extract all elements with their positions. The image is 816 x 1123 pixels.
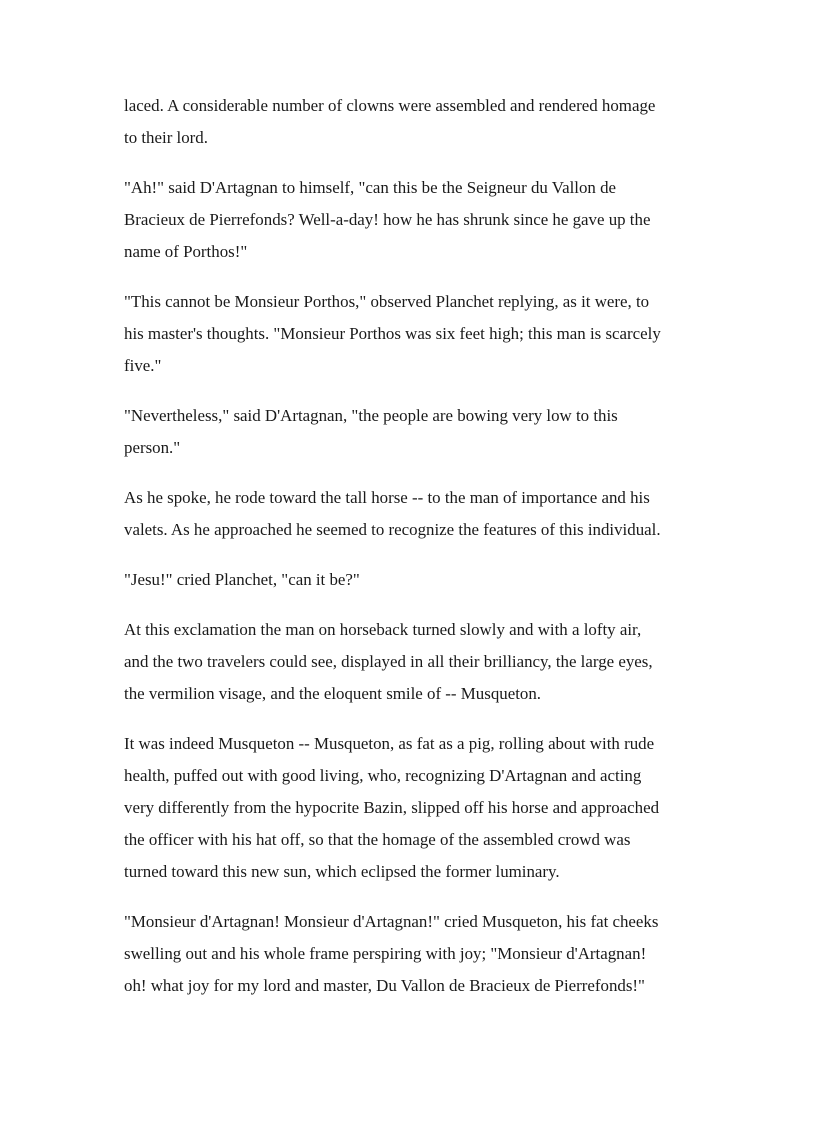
paragraph-7: At this exclamation the man on horseback turned slowly and with a lofty air, and the two travelers could see, displayed in all their brilliancy, the large eyes, the vermilion visage, and the eloquent smile of -- Musqueton. <box>124 620 653 703</box>
paragraph-3: "This cannot be Monsieur Porthos," observed Planchet replying, as it were, to his master's thoughts. "Monsieur Porthos was six feet high; this man is scarcely five." <box>124 292 661 375</box>
paragraph-4: "Nevertheless," said D'Artagnan, "the people are bowing very low to this person." <box>124 406 618 457</box>
paragraph-1: laced. A considerable number of clowns were assembled and rendered homage to their lord. <box>124 96 656 147</box>
paragraph-8: It was indeed Musqueton -- Musqueton, as fat as a pig, rolling about with rude health, puffed out with good living, who, recognizing D'Artagnan and acting very differently from the hypocrite Bazin, slipped off his horse and approached the officer with his hat off, so that the homage of the assembled crowd was turned toward this new sun, which eclipsed the former luminary. <box>124 734 660 881</box>
document-page <box>124 90 704 1020</box>
paragraph-6: "Jesu!" cried Planchet, "can it be?" <box>124 570 360 589</box>
paragraph-2: "Ah!" said D'Artagnan to himself, "can this be the Seigneur du Vallon de Bracieux de Pierrefonds? Well-a-day! how he has shrunk since he gave up the name of Porthos!" <box>124 178 651 261</box>
paragraph-9: "Monsieur d'Artagnan! Monsieur d'Artagnan!" cried Musqueton, his fat cheeks swelling out and his whole frame perspiring with joy; "Monsieur d'Artagnan! oh! what joy for my lord and master, Du Vallon de Bracieux de Pierrefonds!" <box>124 912 659 995</box>
paragraph-5: As he spoke, he rode toward the tall horse -- to the man of importance and his valets. As he approached he seemed to recognize the features of this individual. <box>124 488 661 539</box>
